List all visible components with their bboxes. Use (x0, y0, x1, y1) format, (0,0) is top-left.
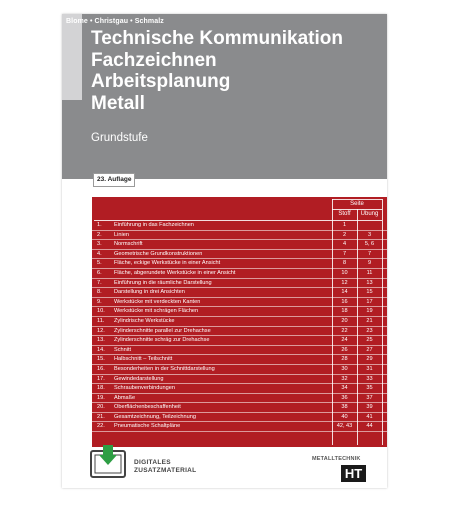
toc-row-title: Schraubenverbindungen (114, 385, 175, 392)
toc-row-title: Schnitt (114, 346, 132, 353)
toc-row-number: 2. (97, 231, 102, 238)
toc-row-title: Einführung in das Fachzeichnen (114, 222, 194, 228)
toc-row-uebung: 31 (366, 365, 373, 372)
toc-row-uebung: 7 (367, 250, 372, 257)
toc-row-uebung: 33 (366, 375, 373, 382)
toc-row-number: 21. (97, 413, 105, 420)
toc-row-title: Gesamtzeichnung, Teilzeichnung (114, 413, 196, 420)
toc-row (92, 279, 387, 289)
toc-row (92, 413, 387, 423)
toc-row-uebung: 27 (366, 346, 373, 353)
toc-row-stoff: 24 (341, 337, 348, 344)
tablet-download-icon (90, 445, 126, 481)
toc-row-stoff: 30 (341, 365, 348, 372)
toc-row-title: Abmaße (114, 394, 136, 401)
toc-row-title: Gewindedarstellung (114, 375, 164, 382)
toc-row-number: 8. (97, 289, 102, 296)
toc-row-number: 17. (97, 375, 105, 382)
toc-row-number: 5. (97, 260, 102, 267)
toc-row (92, 403, 387, 413)
toc-row-stoff: 38 (341, 404, 348, 411)
toc-row-title: Darstellung in drei Ansichten (114, 289, 185, 296)
toc-row-number: 18. (97, 385, 105, 392)
toc-row-uebung: 35 (366, 385, 373, 392)
toc-row-stoff: 1 (342, 222, 347, 228)
title-line-4: Metall (91, 92, 145, 114)
toc-col-uebung: Übung (360, 211, 379, 217)
digital-material-text (134, 459, 196, 475)
title-line-2: Fachzeichnen (91, 49, 217, 71)
toc-row-title: Halbschnitt – Teilschnitt (114, 356, 173, 363)
toc-row-title: Geometrische Grundkonstruktionen (114, 250, 203, 257)
digital-line-1: DIGITALES (134, 459, 171, 466)
toc-row-uebung: 11 (366, 269, 373, 276)
toc-row-uebung: 21 (366, 317, 373, 324)
toc-row-title: Pneumatische Schaltpläne (114, 423, 181, 430)
toc-row-stoff: 8 (342, 260, 347, 267)
toc-row-number: 7. (97, 279, 102, 286)
publisher-logo: HT (341, 465, 366, 482)
toc-row-uebung: 15 (366, 289, 373, 296)
toc-row-stoff: 20 (341, 317, 348, 324)
toc-row-stoff: 32 (341, 375, 348, 382)
authors: Blome • Christgau • Schmalz (66, 18, 164, 25)
title-line-3: Arbeitsplanung (91, 71, 231, 92)
toc-row-uebung: 9 (367, 260, 372, 267)
toc-row (92, 250, 387, 260)
toc-row-title: Normschrift (114, 241, 143, 248)
toc-row-stoff: 40 (341, 413, 348, 420)
toc-row-number: 9. (97, 298, 102, 305)
toc-row-stoff: 14 (341, 289, 348, 296)
table-of-contents (92, 197, 387, 447)
toc-row (92, 221, 387, 231)
toc-page-header: Seite (350, 201, 364, 207)
toc-row-title: Fläche, eckige Werkstücke in einer Ansicht (114, 260, 221, 267)
toc-row-number: 3. (97, 241, 102, 248)
book-cover (62, 14, 387, 488)
toc-row-title: Linien (114, 231, 129, 238)
toc-row-title: Besonderheiten in der Schnittdarstellung (114, 365, 215, 372)
toc-row-uebung: 41 (366, 413, 373, 420)
toc-row-stoff: 36 (341, 394, 348, 401)
toc-row-stoff: 7 (342, 250, 347, 257)
toc-row-uebung: 29 (366, 356, 373, 363)
header-accent-bar (62, 14, 82, 100)
toc-row (92, 346, 387, 356)
toc-row-stoff: 16 (341, 298, 348, 305)
toc-row-uebung: 19 (366, 308, 373, 315)
publisher-label: METALLTECHNIK (312, 456, 361, 462)
digital-material-badge (86, 445, 201, 481)
toc-row-stoff: 4 (342, 241, 347, 248)
toc-row-number: 11. (97, 317, 105, 324)
toc-row-number: 22. (97, 423, 105, 430)
toc-row-number: 13. (97, 337, 105, 344)
toc-row (92, 384, 387, 394)
toc-row-stoff: 12 (341, 279, 348, 286)
toc-row-number: 10. (97, 308, 105, 315)
toc-row-title: Werkstücke mit schrägen Flächen (114, 308, 199, 315)
toc-row-title: Oberflächenbeschaffenheit (114, 404, 181, 411)
toc-row-stoff: 34 (341, 385, 348, 392)
toc-row (92, 240, 387, 250)
title-line-1: Technische Kommunikation (91, 28, 343, 49)
toc-row-number: 19. (97, 394, 105, 401)
toc-row-uebung: 37 (366, 394, 373, 401)
toc-row (92, 355, 387, 365)
toc-row-title: Zylindrische Werkstücke (114, 317, 175, 324)
toc-row-uebung: 44 (366, 423, 373, 430)
toc-row-stoff: 26 (341, 346, 348, 353)
toc-row-number: 15. (97, 356, 105, 363)
toc-row-uebung: 23 (366, 327, 373, 334)
toc-row-stoff: 42, 43 (336, 423, 353, 430)
toc-col-stoff: Stoff (338, 211, 351, 217)
toc-row-title: Zylinderschnitte parallel zur Drehachse (114, 327, 211, 334)
toc-row-stoff: 2 (342, 231, 347, 238)
toc-row-stoff: 18 (341, 308, 348, 315)
toc-row-number: 4. (97, 250, 102, 257)
toc-row-number: 12. (97, 327, 105, 334)
toc-row (92, 231, 387, 241)
toc-row (92, 336, 387, 346)
toc-row (92, 375, 387, 385)
toc-row-title: Fläche, abgerundete Werkstücke in einer Ansicht (114, 269, 236, 276)
toc-row-stoff: 22 (341, 327, 348, 334)
toc-row-title: Einführung in die räumliche Darstellung (114, 279, 212, 286)
toc-row-uebung: 25 (366, 337, 373, 344)
book-title (91, 28, 343, 114)
toc-row (92, 259, 387, 269)
toc-row (92, 394, 387, 404)
toc-row (92, 269, 387, 279)
toc-row-uebung: 39 (366, 404, 373, 411)
toc-row-number: 1. (97, 222, 102, 228)
cover-header (62, 14, 387, 179)
toc-row (92, 298, 387, 308)
subtitle: Grundstufe (91, 132, 148, 144)
toc-divider (332, 199, 382, 200)
toc-row-number: 6. (97, 269, 102, 276)
toc-row-title: Zylinderschnitte schräg zur Drehachse (114, 337, 210, 344)
toc-row-uebung: 5, 6 (364, 241, 375, 248)
toc-row (92, 288, 387, 298)
toc-row-number: 16. (97, 365, 105, 372)
toc-row (92, 327, 387, 337)
toc-row (92, 317, 387, 327)
toc-row-number: 20. (97, 404, 105, 411)
toc-row (92, 422, 387, 432)
toc-row-title: Werkstücke mit verdeckten Kanten (114, 298, 201, 305)
toc-row-uebung: 3 (367, 231, 372, 238)
toc-row-number: 14. (97, 346, 105, 353)
toc-row-uebung: 13 (366, 279, 373, 286)
toc-row (92, 307, 387, 317)
digital-line-2: ZUSATZMATERIAL (134, 467, 197, 474)
toc-row-stoff: 28 (341, 356, 348, 363)
toc-rows (92, 221, 387, 432)
toc-row-stoff: 10 (341, 269, 348, 276)
toc-row (92, 365, 387, 375)
edition-label: 23. Auflage (93, 173, 135, 187)
toc-row-uebung: 17 (366, 298, 373, 305)
